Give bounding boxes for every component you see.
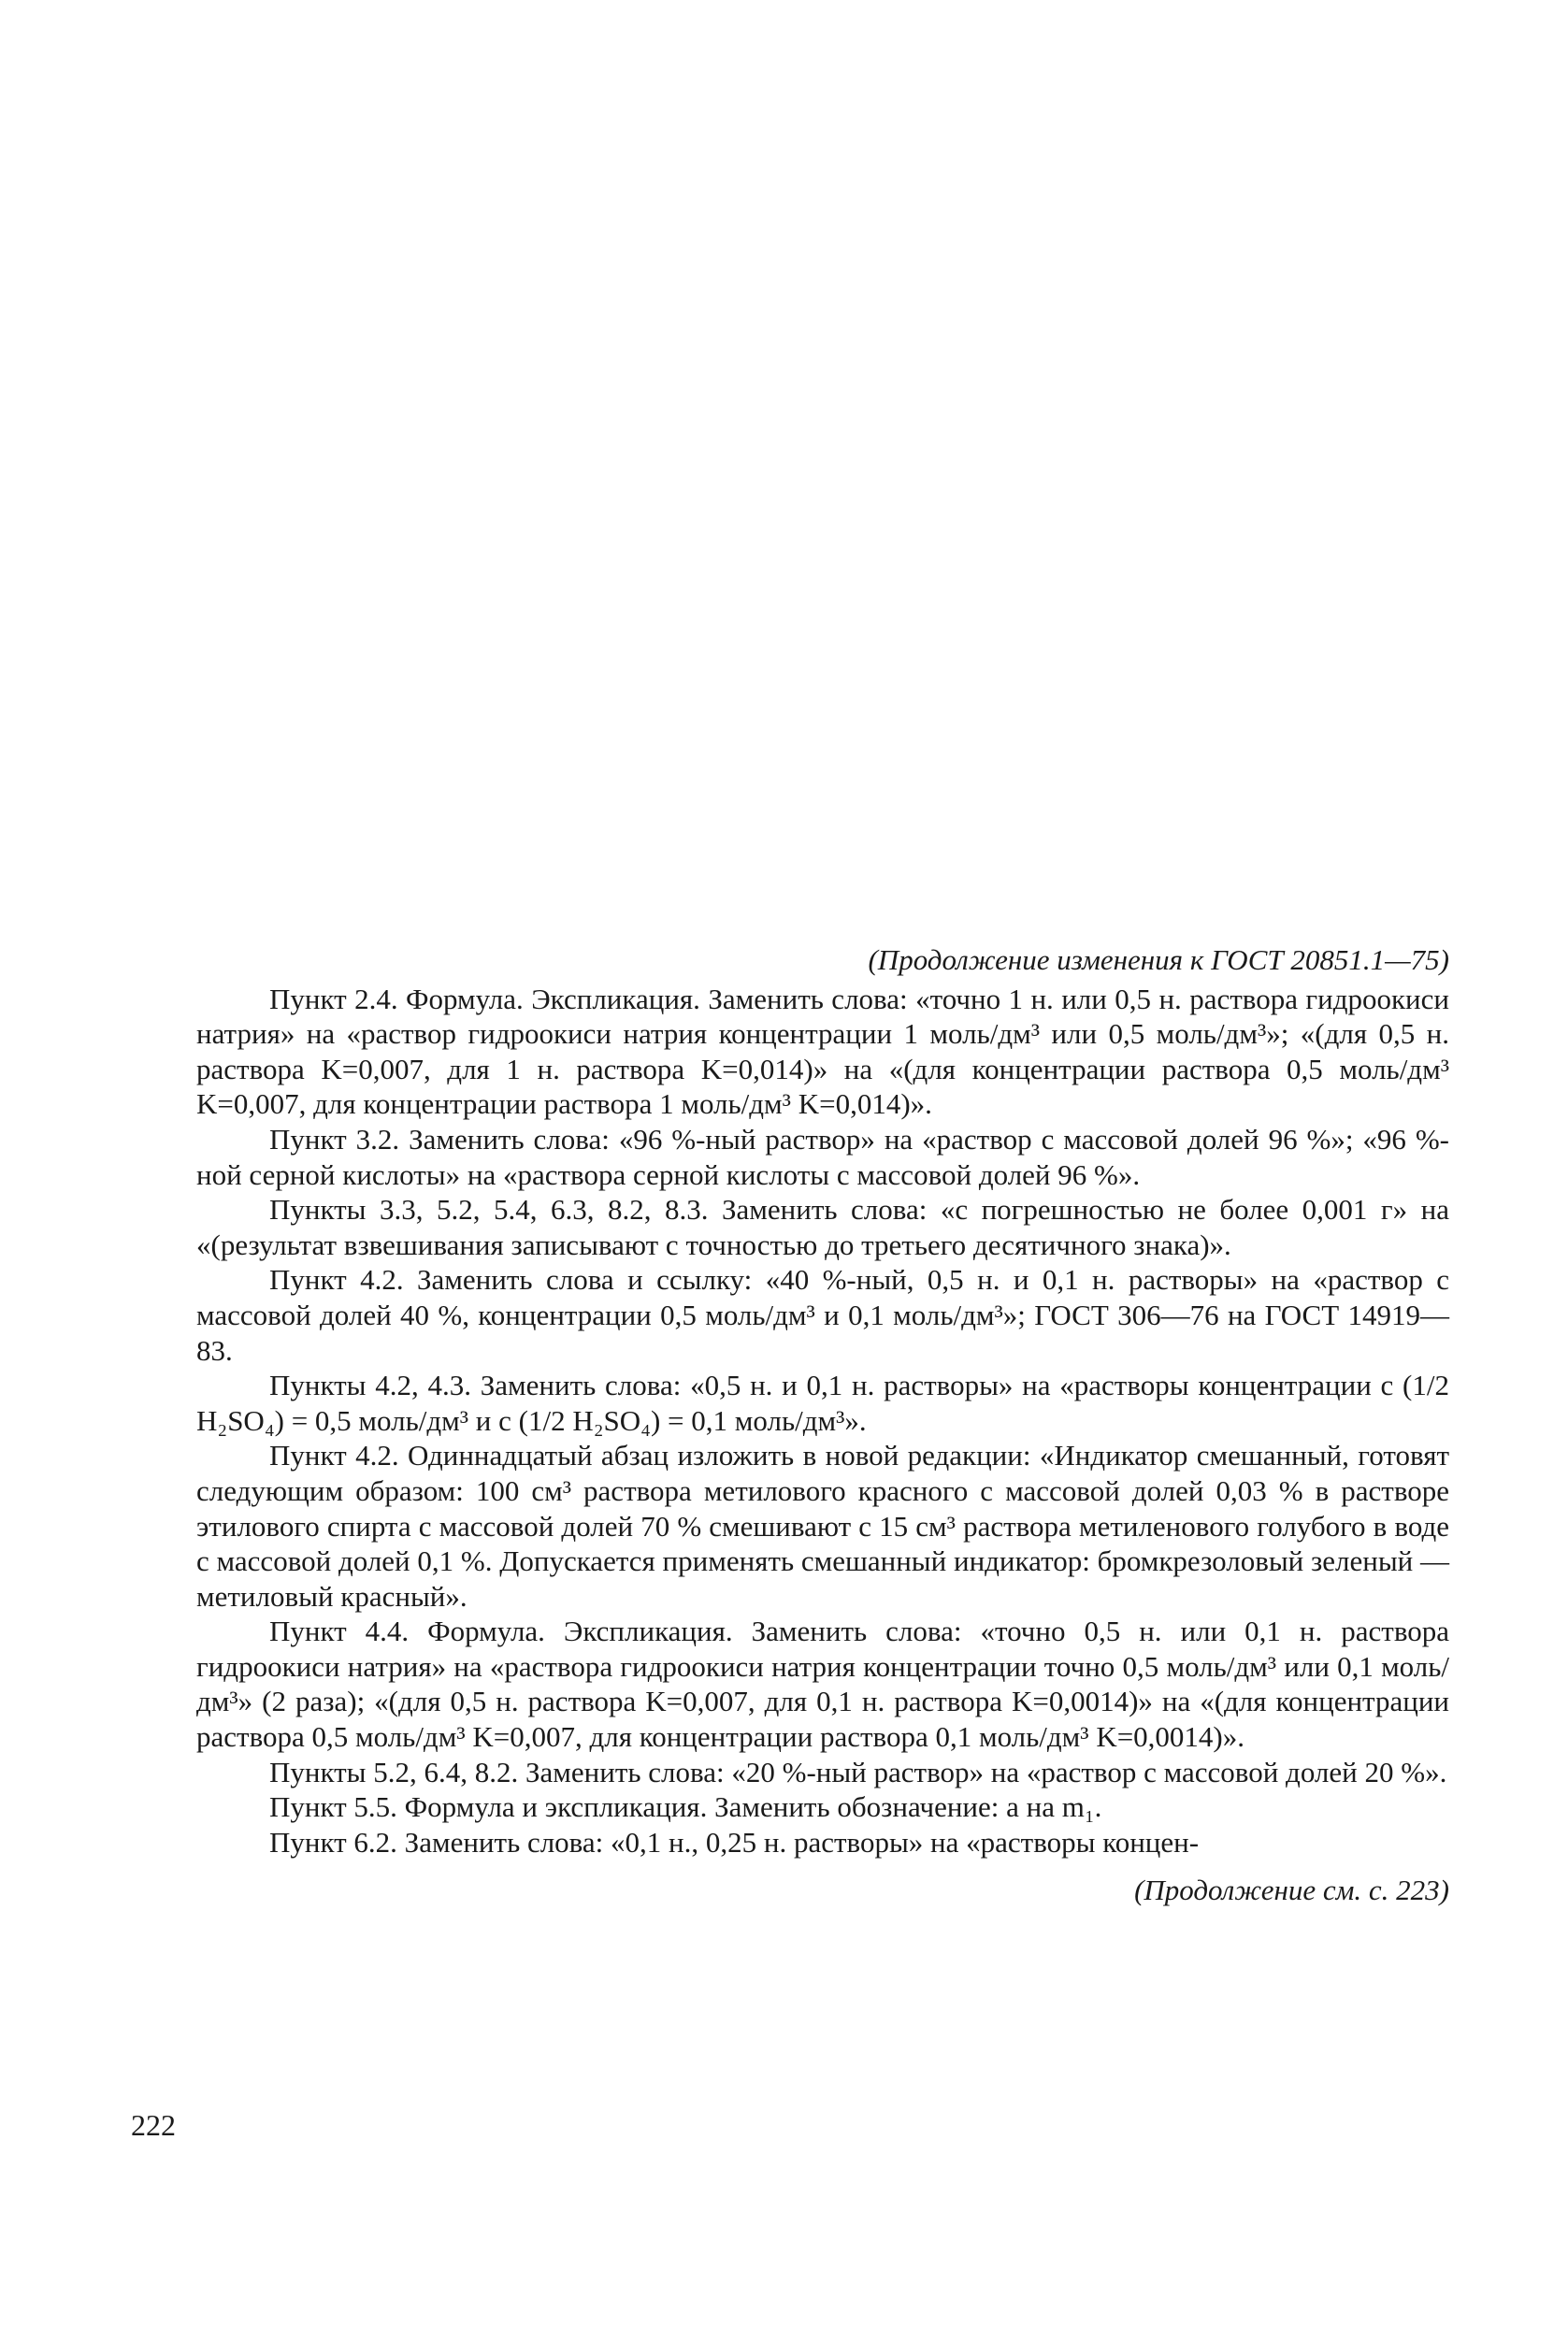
page-number: 222 xyxy=(131,2108,176,2142)
paragraph-4-2-b: Пункт 4.2. Одиннадцатый абзац изложить в новой редакции: «Индикатор смешанный, готовят следующим образом: 100 см³ раствора метилового красного с массовой долей 0,03 % в растворе этилового спирта с массовой долей 70 % смешивают с 15 см³ раствора метиленового голубого в воде с массовой долей 0,1 %. Допускается применять смешанный индикатор: бромкрезоловый зеленый — метиловый красный». xyxy=(196,1439,1449,1613)
continuation-header: (Продолжение изменения к ГОСТ 20851.1—75) xyxy=(868,943,1449,976)
continuation-footer: (Продолжение см. с. 223) xyxy=(1134,1874,1449,1907)
paragraph-3-2: Пункт 3.2. Заменить слова: «96 %-ный раствор» на «раствор с массовой долей 96 %»; «96 %-ной серной кислоты» на «раствора серной кислоты с массовой долей 96 %». xyxy=(196,1122,1449,1191)
paragraph-4-2-a: Пункт 4.2. Заменить слова и ссылку: «40 %-ный, 0,5 н. и 0,1 н. растворы» на «раствор с массовой долей 40 %, концентрации 0,5 моль/дм³ и 0,1 моль/дм³»; ГОСТ 306—76 на ГОСТ 14919—83. xyxy=(196,1263,1449,1367)
paragraph-2-4: Пункт 2.4. Формула. Экспликация. Заменить слова: «точно 1 н. или 0,5 н. раствора гидроокиси натрия» на «раствор гидроокиси натрия концентрации 1 моль/дм³ или 0,5 моль/дм³»; «(для 0,5 н. раствора K=0,007, для 1 н. раствора K=0,014)» на «(для концентрации раствора 0,5 моль/дм³ K=0,007, для концентрации раствора 1 моль/дм³ K=0,014)». xyxy=(196,982,1449,1121)
paragraph-5-2: Пункты 5.2, 6.4, 8.2. Заменить слова: «20 %-ный раствор» на «раствор с массовой долей 20 %». xyxy=(269,1755,1447,1788)
page-body xyxy=(196,942,1449,1908)
paragraph-6-2: Пункт 6.2. Заменить слова: «0,1 н., 0,25 н. растворы» на «растворы концен- xyxy=(269,1825,1200,1859)
paragraph-5-5: Пункт 5.5. Формула и экспликация. Заменить обозначение: a на m₁. xyxy=(269,1790,1102,1824)
paragraph-4-4: Пункт 4.4. Формула. Экспликация. Заменить слова: «точно 0,5 н. или 0,1 н. раствора гидроокиси натрия» на «раствора гидроокиси натрия концентрации точно 0,5 моль/дм³ или 0,1 моль/дм³» (2 раза); «(для 0,5 н. раствора K=0,007, для 0,1 н. раствора K=0,0014)» на «(для концентрации раствора 0,5 моль/дм³ K=0,007, для концентрации раствора 0,1 моль/дм³ K=0,0014)». xyxy=(196,1615,1449,1754)
paragraph-3-3: Пункты 3.3, 5.2, 5.4, 6.3, 8.2, 8.3. Заменить слова: «с погрешностью не более 0,001 г» на «(результат взвешивания записывают с точностью до третьего десятичного знака)». xyxy=(196,1193,1449,1261)
paragraph-4-2-4-3: Пункты 4.2, 4.3. Заменить слова: «0,5 н. и 0,1 н. растворы» на «растворы концентрации c (1/2 H₂SO₄) = 0,5 моль/дм³ и c (1/2 H₂SO₄) = 0,1 моль/дм³». xyxy=(196,1369,1449,1437)
